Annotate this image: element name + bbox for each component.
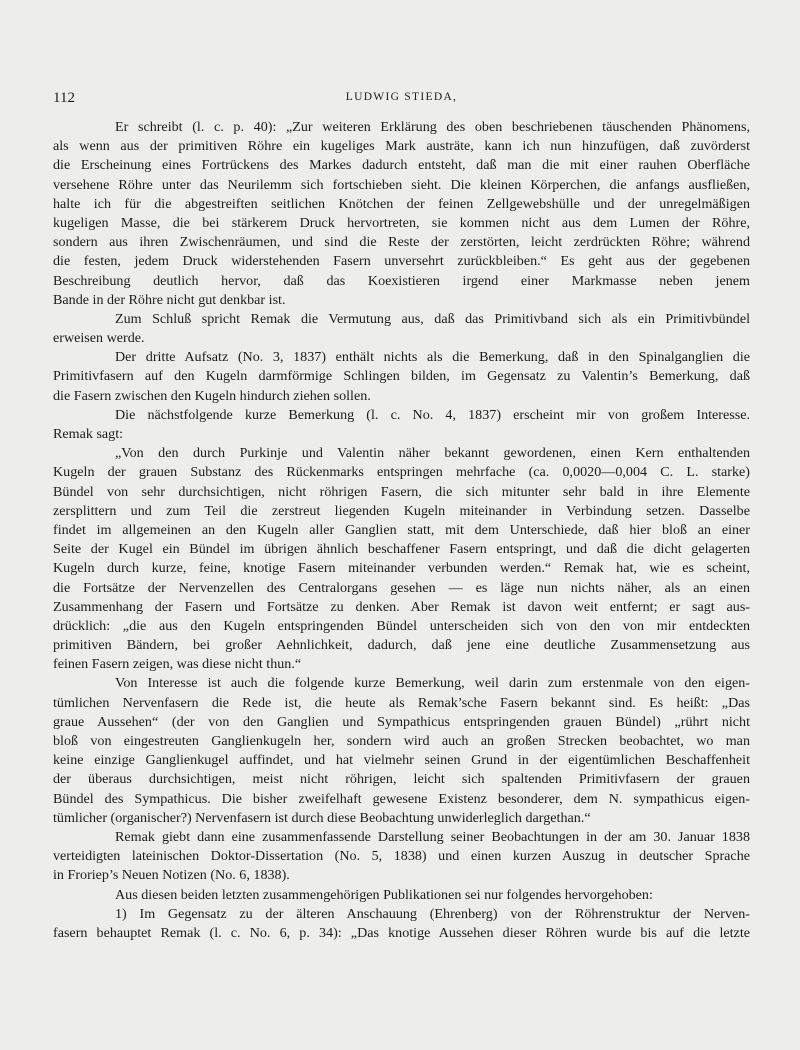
text-line: sondern aus ihren Zwischenräumen, und sind die Reste der zerstörten, leicht zerdrückten Röhre; während: [53, 234, 750, 251]
text-line: Bündel des Sympathicus. Die bisher zweifelhaft gewesene Existenz besonderer, dem N. sympathicus eigen-: [53, 790, 750, 807]
text-line: Seite der Kugel ein Bündel im übrigen ähnlich beschaffener Fasern entspringt, und daß die dicht gelagerten: [53, 541, 750, 558]
text-line: Der dritte Aufsatz (No. 3, 1837) enthält nichts als die Bemerkung, daß in den Spinalganglien die: [115, 349, 750, 366]
text-line: die Erscheinung eines Fortrückens des Markes dadurch entsteht, daß man die mit einer rauhen Oberfläche: [53, 157, 750, 174]
text-line: verteidigten lateinischen Doktor-Dissertation (No. 5, 1838) und einen kurzen Auszug in deutscher Sprache: [53, 848, 750, 865]
text-line: Bündel von sehr durchsichtigen, nicht röhrigen Fasern, die sich mitunter sehr bald in ihre Elemente: [53, 483, 750, 500]
text-line: Aus diesen beiden letzten zusammengehörigen Publikationen sei nur folgendes hervorgehoben:: [115, 886, 653, 903]
text-line: Kugeln durch kurze, feine, knotige Fasern miteinander verbunden werden.“ Remak hat, wie es scheint,: [53, 560, 750, 577]
text-line: tümlichen Nervenfasern die Rede ist, die heute als Remak’sche Fasern bekannt sind. Es heißt: „Das: [53, 694, 750, 711]
text-line: 1) Im Gegensatz zu der älteren Anschauung (Ehrenberg) von der Röhrenstruktur der Nerven-: [115, 905, 750, 922]
text-line: versehene Röhre unter das Neurilemm sich fortschieben sieht. Die kleinen Körperchen, die anfangs ausfließen,: [53, 176, 750, 193]
text-line: feinen Fasern zeigen, was diese nicht thun.“: [53, 656, 302, 673]
text-line: als wenn aus der primitiven Röhre ein kugeliges Mark austräte, kann ich nun hinzufügen, daß zuvörderst: [53, 138, 750, 155]
text-line: findet im allgemeinen an den Kugeln aller Ganglien statt, mit dem Unterschiede, daß hier bloß an einer: [53, 521, 750, 538]
text-line: erweisen werde.: [53, 330, 145, 347]
text-line: Von Interesse ist auch die folgende kurze Bemerkung, weil darin zum erstenmale von den eigen-: [115, 675, 750, 692]
text-line: die Fortsätze der Nervenzellen des Centralorgans gesehen — es läge nun nichts näher, als an einen: [53, 579, 750, 596]
running-head: LUDWIG STIEDA,: [345, 91, 458, 103]
text-line: fasern behauptet Remak (l. c. No. 6, p. 34): „Das knotige Aussehen dieser Röhren wurde bis auf die letzte: [53, 924, 750, 941]
text-line: kugeligen Masse, die bei stärkerem Druck hervortreten, sie kommen nicht aus dem Lumen der Röhre,: [53, 214, 750, 231]
text-line: bloß von eingestreuten Ganglienkugeln her, sondern wird auch an großen Strecken beobachtet, wo man: [53, 733, 750, 749]
text-line: der überaus durchsichtigen, meist nicht röhrigen, leicht sich spaltenden Primitivfasern der grauen: [53, 771, 750, 788]
text-line: Zusammenhang der Fasern und Fortsätze zu denken. Aber Remak ist davon weit entfernt; er sagt aus-: [53, 598, 750, 615]
text-line: Zum Schluß spricht Remak die Vermutung aus, daß das Primitivband sich als ein Primitivbündel: [115, 310, 750, 327]
page-number: 112: [53, 90, 75, 106]
text-line: in Froriep’s Neuen Notizen (No. 6, 1838).: [53, 867, 290, 884]
text-line: Kugeln der grauen Substanz des Rückenmarks entspringen mehrfache (ca. 0,0020—0,004 C. L. starke): [53, 464, 750, 481]
text-line: Er schreibt (l. c. p. 40): „Zur weiteren Erklärung des oben beschriebenen täuschenden Phänomens,: [115, 119, 750, 135]
text-line: Die nächstfolgende kurze Bemerkung (l. c. No. 4, 1837) erscheint mir von großem Interesse.: [115, 406, 750, 423]
text-line: halte ich für die abgestreiften seitlichen Knötchen der feinen Zellgewebshülle und der unregelmäßigen: [53, 195, 750, 212]
text-line: primitiven Bändern, bei großer Aehnlichkeit, dadurch, daß jene eine deutliche Zusammensetzung aus: [53, 637, 750, 654]
text-line: drücklich: „die aus den Kugeln entspringenden Bündel unterscheiden sich von den von mir entdeckten: [53, 617, 750, 634]
text-line: zersplittern und zum Teil die zerstreut liegenden Kugeln miteinander in Verbindung setzen. Dasselbe: [53, 502, 750, 519]
text-line: die Fasern zwischen den Kugeln hindurch ziehen sollen.: [53, 387, 371, 404]
text-line: graue Aussehen“ (der von den Ganglien und Sympathicus entspringenden grauen Bündel) „rührt nicht: [53, 713, 750, 730]
text-line: „Von den durch Purkinje und Valentin näher bekannt gewordenen, einen Kern enthaltenden: [115, 445, 750, 462]
text-line: Bande in der Röhre nicht gut denkbar ist.: [53, 291, 286, 308]
body-text: [53, 118, 750, 943]
page-header: [53, 90, 750, 108]
text-line: Remak sagt:: [53, 426, 124, 442]
text-line: tümlicher (organischer?) Nervenfasern ist durch diese Beobachtung unwiderleglich dargethan.“: [53, 809, 591, 826]
text-line: keine einzige Ganglienkugel auffindet, und hat vielmehr seinen Grund in der eigentümlichen Beschaffenheit: [53, 752, 750, 769]
text-line: Beschreibung deutlich hervor, daß das Koexistieren irgend einer Markmasse neben jenem: [53, 272, 750, 289]
text-line: Primitivfasern auf den Kugeln darmförmige Schlingen bilden, im Gegensatz zu Valentin’s Bemerkung, daß: [53, 368, 750, 385]
text-line: die festen, jedem Druck widerstehenden Fasern unversehrt zurückbleiben.“ Es geht aus der gegebenen: [53, 253, 750, 270]
text-line: Remak giebt dann eine zusammenfassende Darstellung seiner Beobachtungen in der am 30. Januar 1838: [115, 828, 750, 845]
